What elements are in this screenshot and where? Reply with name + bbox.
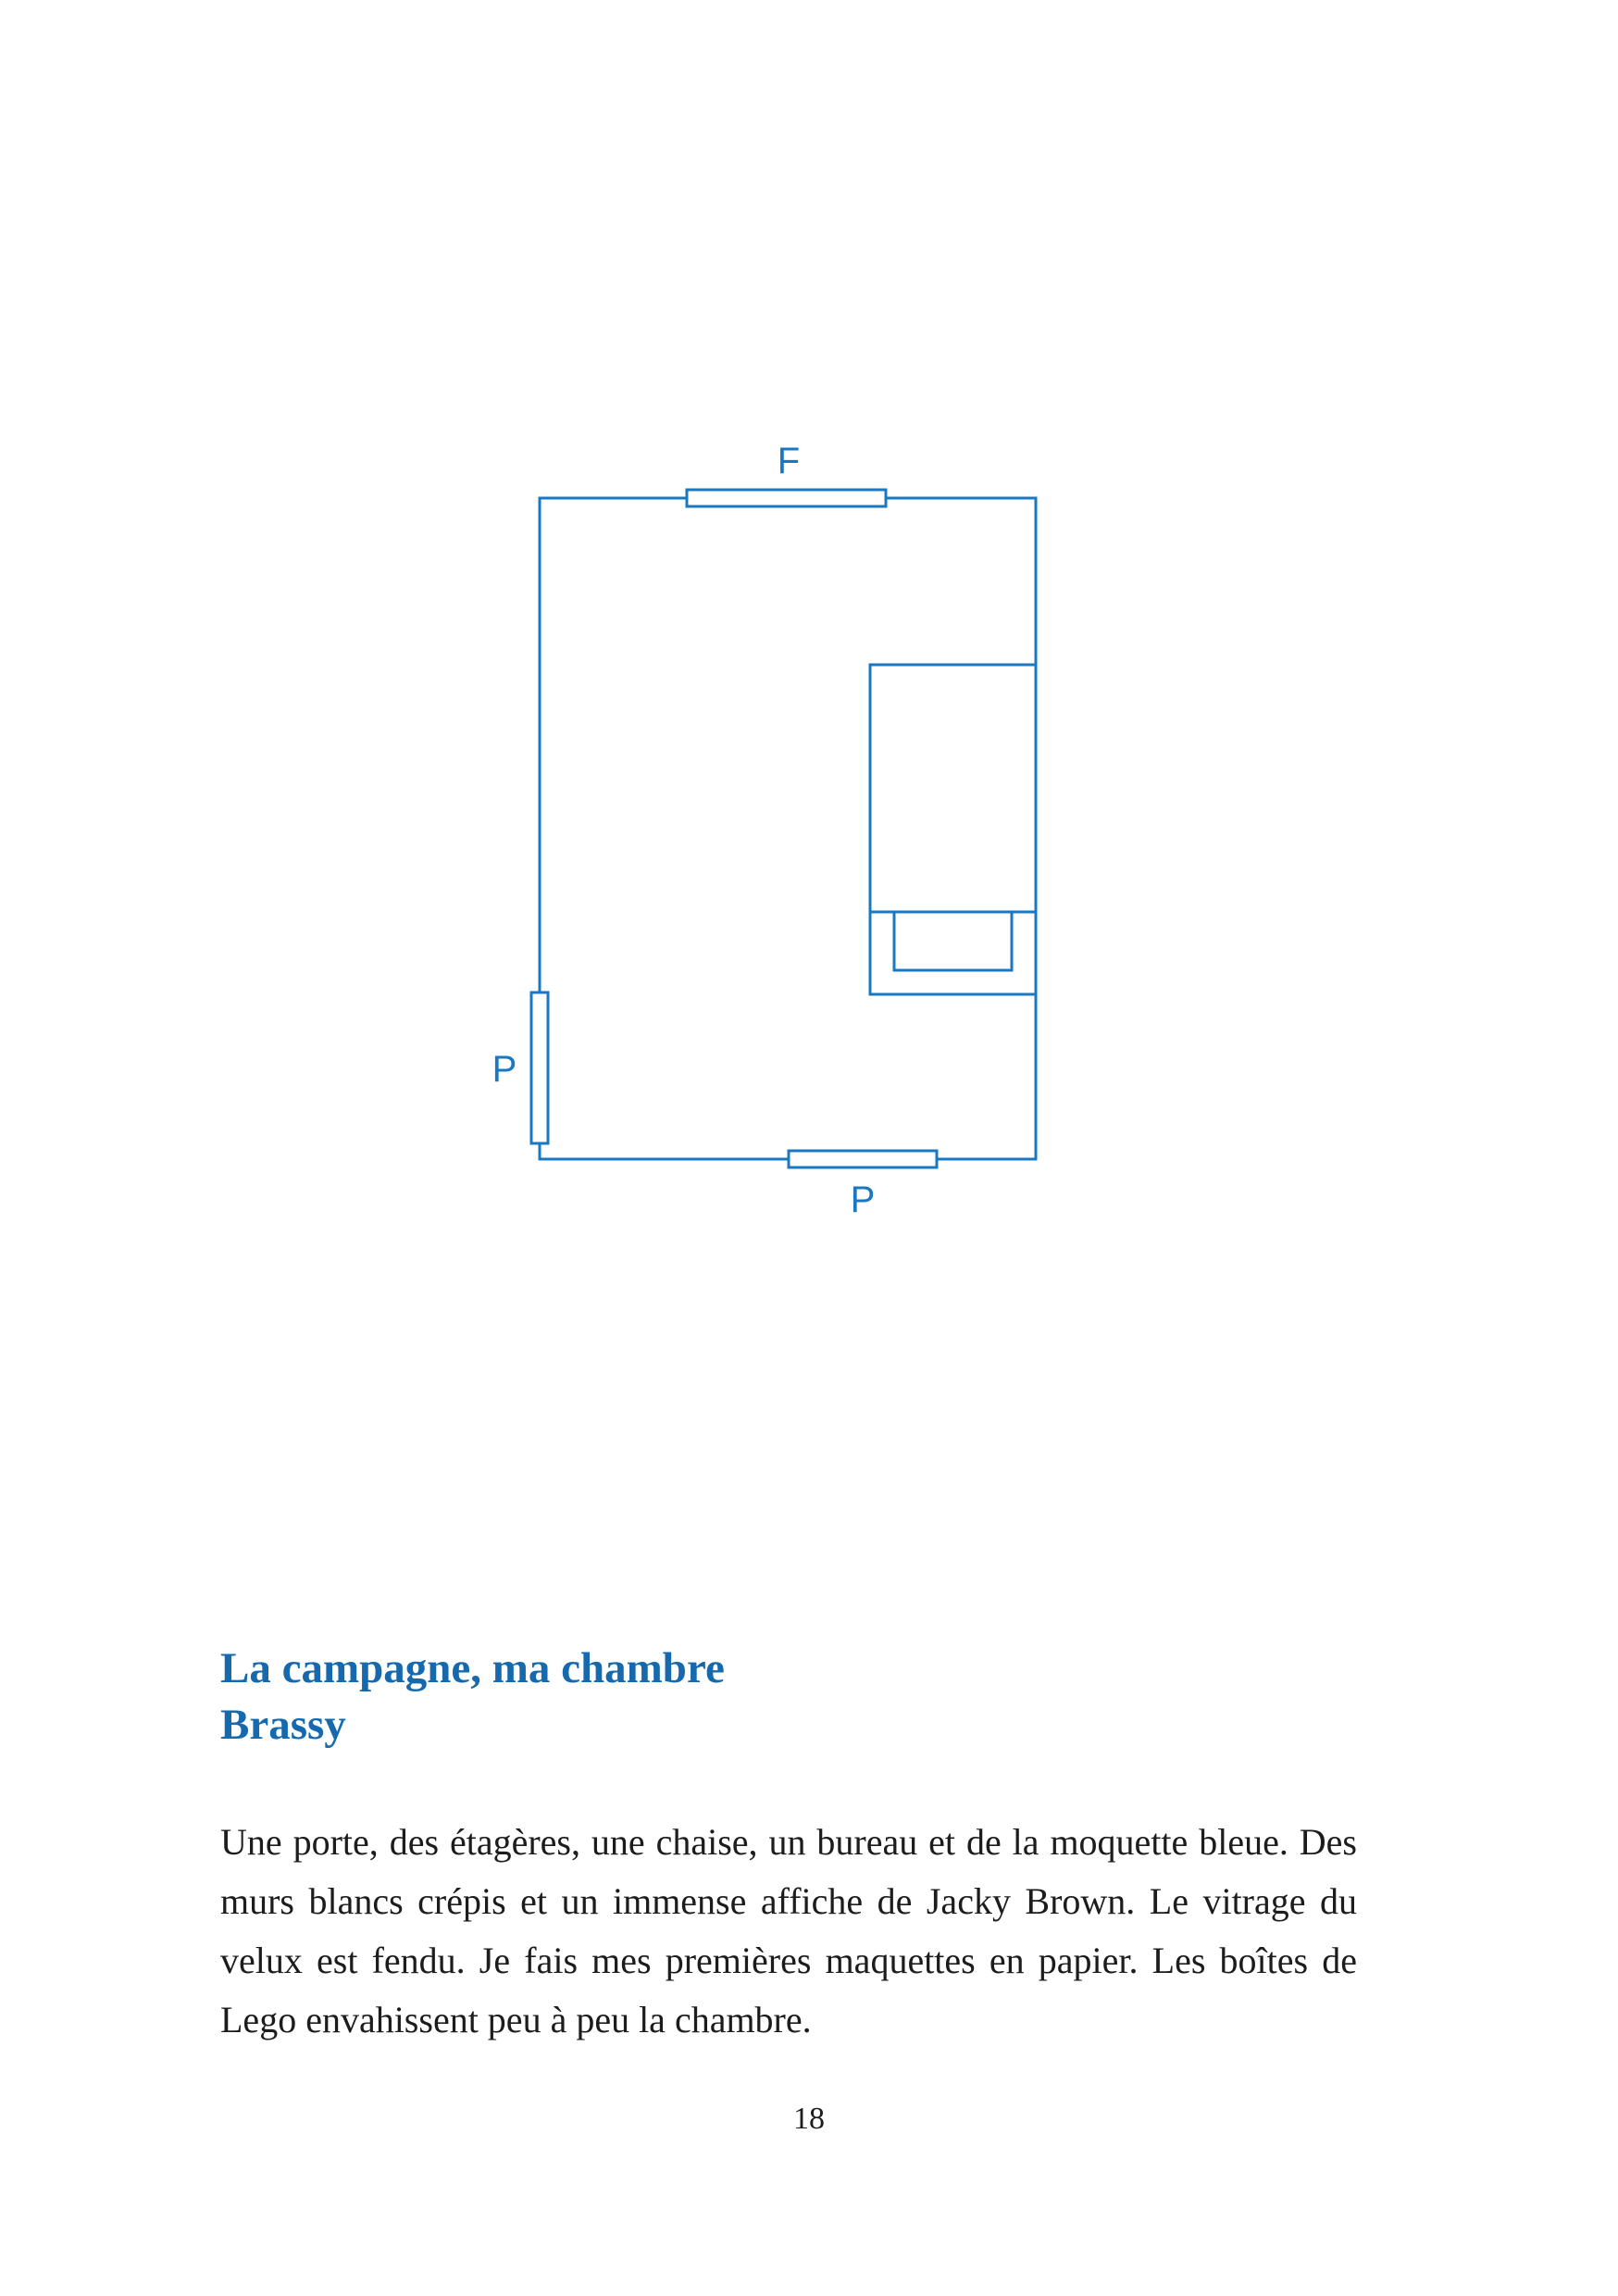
heading-title: La campagne, ma chambre xyxy=(220,1644,725,1692)
page-number: 18 xyxy=(793,2102,825,2136)
bed-pillow xyxy=(894,912,1012,970)
heading-place: Brassy xyxy=(220,1701,346,1749)
label-door-left: P xyxy=(492,1049,517,1090)
label-door-bottom: P xyxy=(850,1179,876,1220)
window-top xyxy=(687,490,886,506)
body-paragraph: Une porte, des étagères, une chaise, un bureau et de la moquette bleue. Des murs blancs crépis et un immense affiche de Jacky Brown. Le vitrage du velux est fendu. Je fais mes premières maquettes en papier. Les boîtes de Lego envahissent peu à peu la chambre. xyxy=(220,1821,1357,2040)
section-heading xyxy=(220,1641,725,1753)
door-bottom xyxy=(789,1151,937,1167)
door-left xyxy=(531,992,548,1143)
label-window-top: F xyxy=(777,441,801,481)
